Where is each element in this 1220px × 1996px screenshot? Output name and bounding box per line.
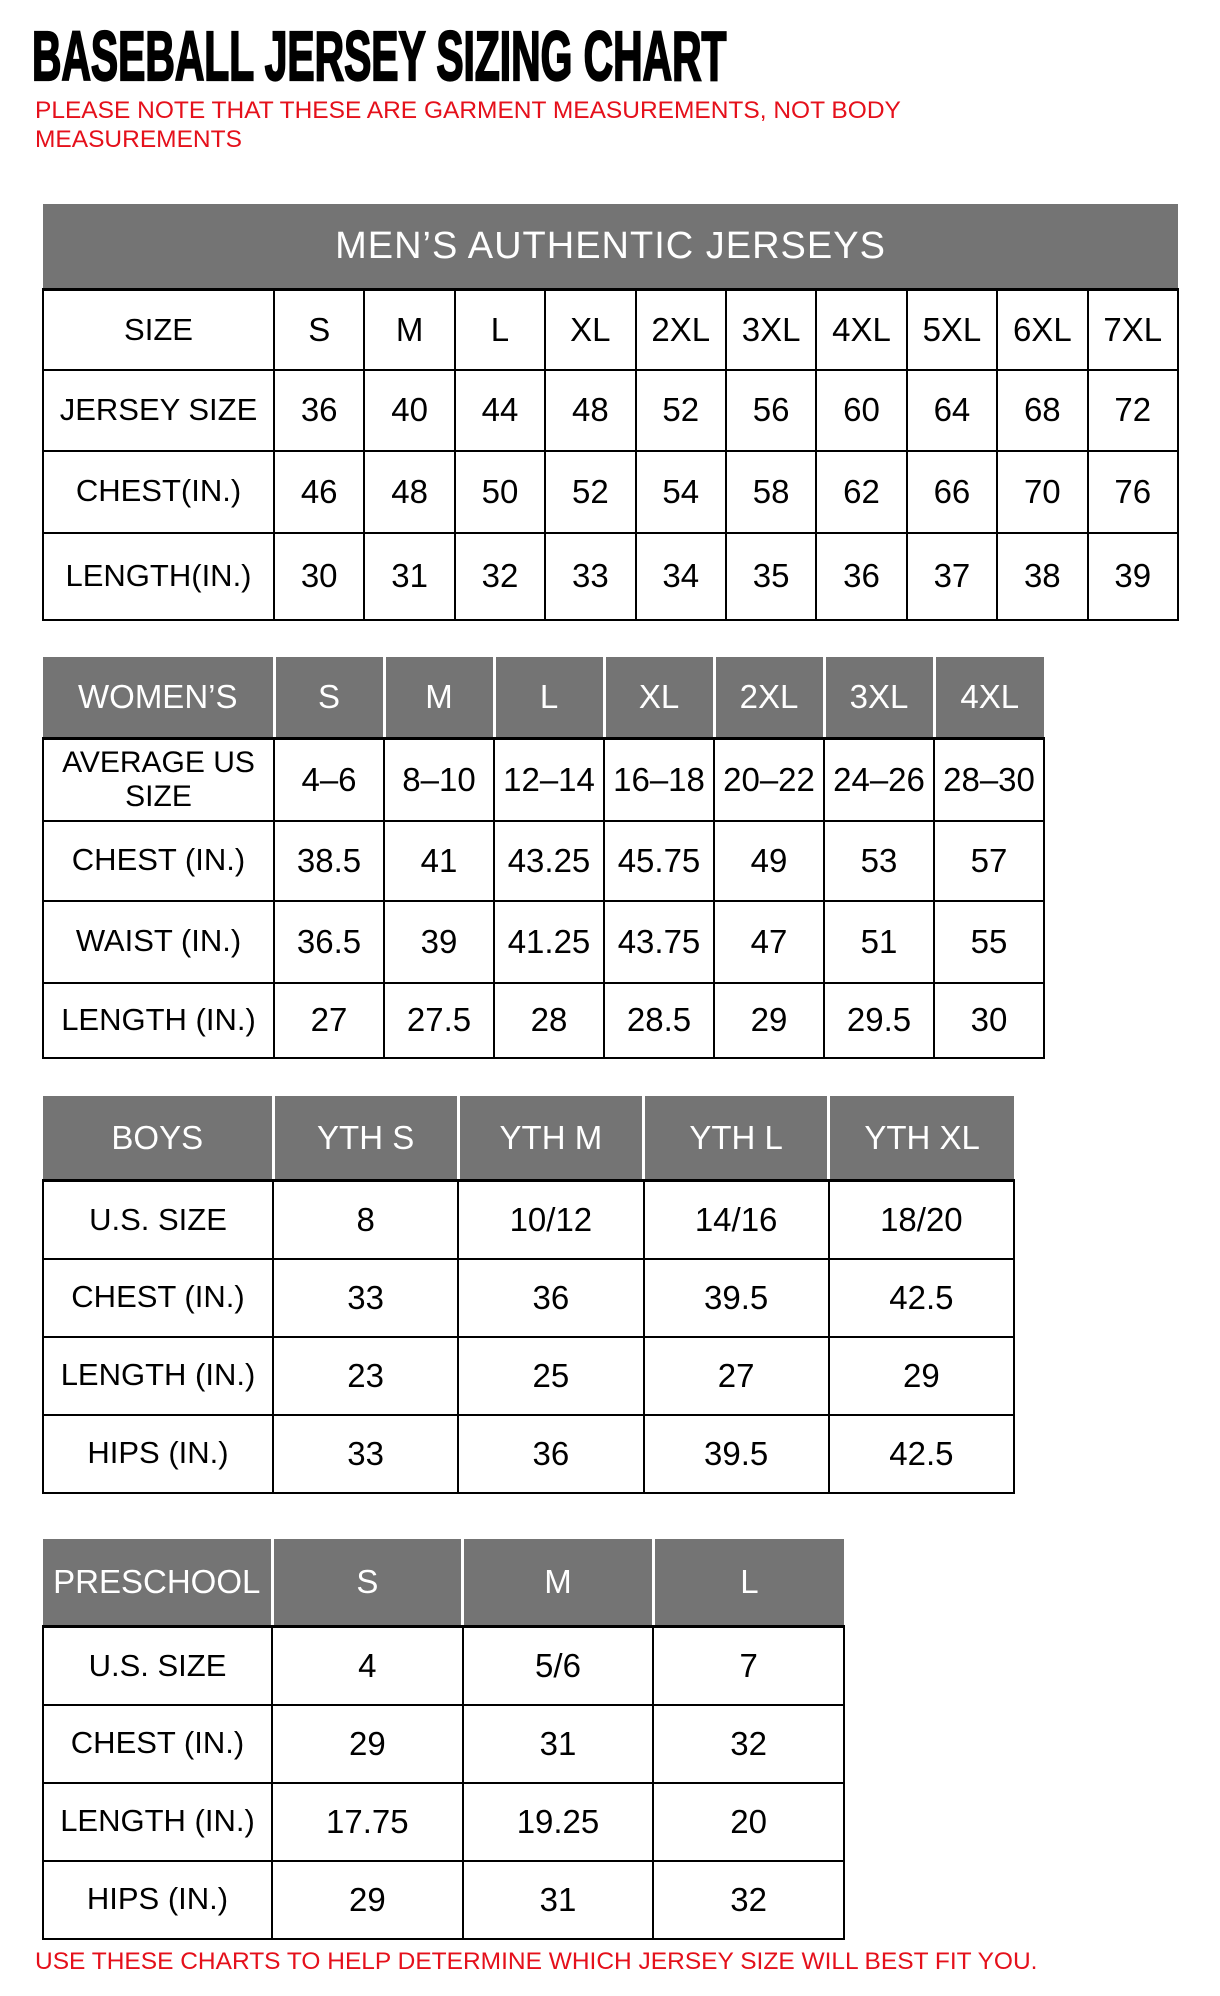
- table-row: [43, 1337, 1014, 1415]
- table-row: [43, 290, 1178, 370]
- table-header-row: [43, 1539, 844, 1627]
- table-row: [43, 1415, 1014, 1493]
- preschool-sizing-table: [42, 1539, 845, 1940]
- cell: 2XL: [636, 290, 726, 370]
- mens-sizing-table: [42, 204, 1179, 621]
- row-label: WAIST (IN.): [43, 901, 274, 983]
- table-row: [43, 983, 1044, 1058]
- cell: 4: [272, 1627, 463, 1705]
- cell: 46: [274, 451, 364, 533]
- cell: 51: [824, 901, 934, 983]
- cell: 41: [384, 821, 494, 901]
- size-header: S: [272, 1539, 463, 1627]
- cell: 38.5: [274, 821, 384, 901]
- cell: 17.75: [272, 1783, 463, 1861]
- boys-table-title: BOYS: [43, 1096, 273, 1181]
- cell: 25: [458, 1337, 643, 1415]
- cell: 6XL: [997, 290, 1087, 370]
- cell: 10/12: [458, 1181, 643, 1259]
- cell: S: [274, 290, 364, 370]
- table-header-row: [43, 657, 1044, 739]
- cell: 20–22: [714, 739, 824, 821]
- size-header: M: [384, 657, 494, 739]
- cell: 35: [726, 533, 816, 620]
- cell: 48: [364, 451, 454, 533]
- row-label: CHEST (IN.): [43, 1259, 273, 1337]
- cell: 19.25: [463, 1783, 654, 1861]
- cell: 32: [653, 1705, 844, 1783]
- cell: 70: [997, 451, 1087, 533]
- size-header: YTH S: [273, 1096, 458, 1181]
- cell: 27.5: [384, 983, 494, 1058]
- cell: 33: [273, 1415, 458, 1493]
- cell: 36: [458, 1415, 643, 1493]
- cell: 31: [463, 1861, 654, 1939]
- cell: 60: [816, 370, 906, 451]
- table-row: [43, 1783, 844, 1861]
- cell: 38: [997, 533, 1087, 620]
- cell: 52: [636, 370, 726, 451]
- cell: 76: [1088, 451, 1178, 533]
- cell: 30: [274, 533, 364, 620]
- cell: 64: [907, 370, 997, 451]
- row-label: U.S. SIZE: [43, 1181, 273, 1259]
- table-row: [43, 1861, 844, 1939]
- cell: 28–30: [934, 739, 1044, 821]
- cell: 43.25: [494, 821, 604, 901]
- cell: 54: [636, 451, 726, 533]
- cell: 31: [463, 1705, 654, 1783]
- size-header: YTH L: [644, 1096, 829, 1181]
- cell: XL: [545, 290, 635, 370]
- cell: 30: [934, 983, 1044, 1058]
- cell: 72: [1088, 370, 1178, 451]
- cell: 68: [997, 370, 1087, 451]
- row-label: SIZE: [43, 290, 274, 370]
- size-header: 2XL: [714, 657, 824, 739]
- size-header: L: [494, 657, 604, 739]
- cell: 36.5: [274, 901, 384, 983]
- cell: 14/16: [644, 1181, 829, 1259]
- cell: 40: [364, 370, 454, 451]
- cell: 29.5: [824, 983, 934, 1058]
- cell: 41.25: [494, 901, 604, 983]
- cell: 36: [274, 370, 364, 451]
- row-label: AVERAGE US SIZE: [43, 739, 274, 821]
- cell: 4–6: [274, 739, 384, 821]
- table-row: [43, 739, 1044, 821]
- cell: 47: [714, 901, 824, 983]
- table-row: [43, 1705, 844, 1783]
- table-row: [43, 533, 1178, 620]
- cell: 28: [494, 983, 604, 1058]
- cell: 8–10: [384, 739, 494, 821]
- cell: 32: [455, 533, 545, 620]
- page-title: BASEBALL JERSEY SIZING CHART: [32, 17, 727, 96]
- row-label: U.S. SIZE: [43, 1627, 272, 1705]
- mens-table-title: MEN’S AUTHENTIC JERSEYS: [43, 204, 1178, 290]
- row-label: LENGTH (IN.): [43, 983, 274, 1058]
- cell: 49: [714, 821, 824, 901]
- table-row: [43, 1627, 844, 1705]
- cell: 56: [726, 370, 816, 451]
- cell: 23: [273, 1337, 458, 1415]
- cell: 8: [273, 1181, 458, 1259]
- cell: 3XL: [726, 290, 816, 370]
- cell: 29: [829, 1337, 1014, 1415]
- table-row: [43, 821, 1044, 901]
- size-header: YTH XL: [829, 1096, 1014, 1181]
- cell: 36: [458, 1259, 643, 1337]
- boys-sizing-table: [42, 1096, 1015, 1494]
- size-header: M: [463, 1539, 654, 1627]
- cell: 42.5: [829, 1415, 1014, 1493]
- cell: 39: [384, 901, 494, 983]
- cell: 20: [653, 1783, 844, 1861]
- cell: 36: [816, 533, 906, 620]
- cell: 12–14: [494, 739, 604, 821]
- table-row: [43, 1181, 1014, 1259]
- size-header: L: [653, 1539, 844, 1627]
- cell: 57: [934, 821, 1044, 901]
- row-label: CHEST (IN.): [43, 821, 274, 901]
- cell: 66: [907, 451, 997, 533]
- table-row: [43, 451, 1178, 533]
- table-row: [43, 370, 1178, 451]
- cell: 45.75: [604, 821, 714, 901]
- cell: 50: [455, 451, 545, 533]
- womens-table-title: WOMEN’S: [43, 657, 274, 739]
- cell: 28.5: [604, 983, 714, 1058]
- cell: 24–26: [824, 739, 934, 821]
- cell: M: [364, 290, 454, 370]
- cell: 29: [272, 1705, 463, 1783]
- cell: 32: [653, 1861, 844, 1939]
- table-row: [43, 1259, 1014, 1337]
- row-label: HIPS (IN.): [43, 1861, 272, 1939]
- row-label: CHEST(IN.): [43, 451, 274, 533]
- cell: 27: [644, 1337, 829, 1415]
- row-label: HIPS (IN.): [43, 1415, 273, 1493]
- cell: 4XL: [816, 290, 906, 370]
- footer-note: USE THESE CHARTS TO HELP DETERMINE WHICH JERSEY SIZE WILL BEST FIT YOU.: [35, 1947, 1038, 1975]
- note-text: PLEASE NOTE THAT THESE ARE GARMENT MEASUREMENTS, NOT BODY MEASUREMENTS: [35, 97, 901, 154]
- cell: 18/20: [829, 1181, 1014, 1259]
- cell: 42.5: [829, 1259, 1014, 1337]
- size-header: YTH M: [458, 1096, 643, 1181]
- cell: 29: [272, 1861, 463, 1939]
- cell: 48: [545, 370, 635, 451]
- cell: 62: [816, 451, 906, 533]
- size-header: S: [274, 657, 384, 739]
- womens-sizing-table: [42, 657, 1045, 1059]
- size-header: 4XL: [934, 657, 1044, 739]
- preschool-table-title: PRESCHOOL: [43, 1539, 272, 1627]
- cell: 44: [455, 370, 545, 451]
- cell: 31: [364, 533, 454, 620]
- cell: 29: [714, 983, 824, 1058]
- cell: 16–18: [604, 739, 714, 821]
- cell: 53: [824, 821, 934, 901]
- cell: 7: [653, 1627, 844, 1705]
- cell: 33: [273, 1259, 458, 1337]
- row-label: JERSEY SIZE: [43, 370, 274, 451]
- cell: 34: [636, 533, 726, 620]
- cell: 33: [545, 533, 635, 620]
- cell: 27: [274, 983, 384, 1058]
- cell: L: [455, 290, 545, 370]
- cell: 5XL: [907, 290, 997, 370]
- row-label: LENGTH (IN.): [43, 1337, 273, 1415]
- cell: 52: [545, 451, 635, 533]
- size-header: XL: [604, 657, 714, 739]
- row-label: CHEST (IN.): [43, 1705, 272, 1783]
- row-label: LENGTH(IN.): [43, 533, 274, 620]
- table-row: [43, 901, 1044, 983]
- table-header-row: [43, 1096, 1014, 1181]
- row-label: LENGTH (IN.): [43, 1783, 272, 1861]
- cell: 37: [907, 533, 997, 620]
- cell: 55: [934, 901, 1044, 983]
- size-header: 3XL: [824, 657, 934, 739]
- cell: 5/6: [463, 1627, 654, 1705]
- cell: 39.5: [644, 1259, 829, 1337]
- cell: 7XL: [1088, 290, 1178, 370]
- cell: 58: [726, 451, 816, 533]
- cell: 43.75: [604, 901, 714, 983]
- cell: 39.5: [644, 1415, 829, 1493]
- cell: 39: [1088, 533, 1178, 620]
